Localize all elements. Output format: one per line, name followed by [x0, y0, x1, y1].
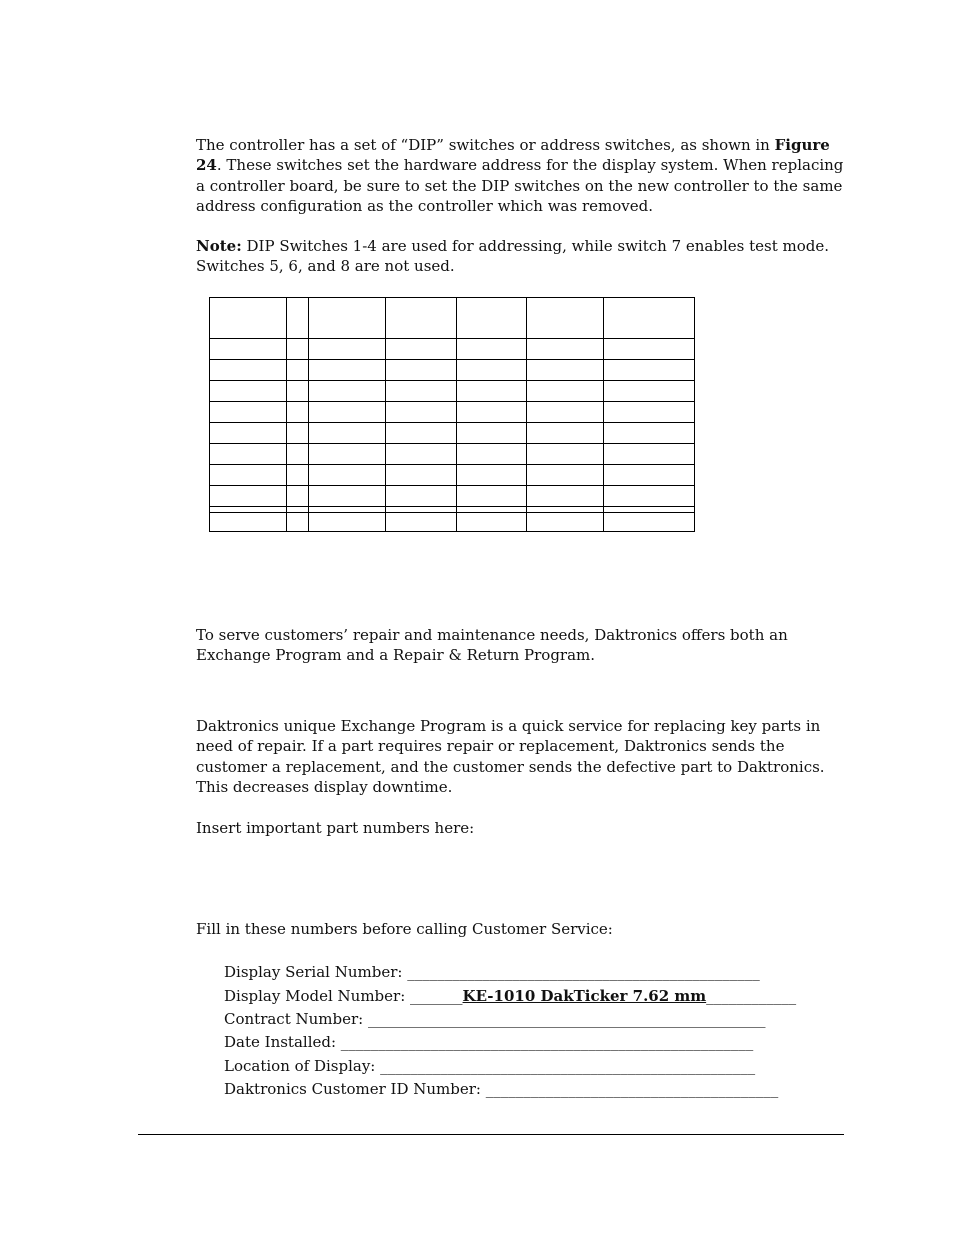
table-cell: [386, 513, 457, 532]
table-cell: [210, 423, 287, 444]
table-cell: [527, 360, 604, 381]
model-number-field: [224, 986, 796, 1006]
table-cell: [309, 465, 386, 486]
part-numbers-prompt: Insert important part numbers here:: [196, 819, 475, 837]
serial-number-blank: _______________________________________________: [407, 963, 760, 981]
dip-switch-note: [196, 236, 846, 277]
table-cell: [210, 339, 287, 360]
table-cell: [210, 486, 287, 507]
customer-id-blank: _______________________________________: [485, 1080, 779, 1098]
table-cell: [210, 360, 287, 381]
table-cell: [527, 513, 604, 532]
table-cell: [309, 486, 386, 507]
table-cell: [527, 423, 604, 444]
table-cell: [527, 298, 604, 339]
table-cell: [386, 298, 457, 339]
note-label: Note:: [196, 237, 242, 255]
model-number-label: Display Model Number:: [224, 987, 411, 1005]
serial-number-label: Display Serial Number:: [224, 963, 408, 981]
table-cell: [210, 402, 287, 423]
date-installed-field: [224, 1032, 753, 1052]
figure-reference: Figure 24: [196, 136, 830, 175]
table-cell: [386, 339, 457, 360]
table-cell: [287, 402, 309, 423]
table-row: [210, 486, 695, 507]
table-cell: [604, 339, 695, 360]
table-cell: [386, 486, 457, 507]
table-cell: [210, 381, 287, 402]
table-cell: [527, 402, 604, 423]
table-row: [210, 402, 695, 423]
fill-in-prompt: Fill in these numbers before calling Customer Service:: [196, 920, 613, 938]
table-cell: [604, 381, 695, 402]
customer-id-field: [224, 1079, 778, 1099]
table-cell: [287, 339, 309, 360]
table-cell: [457, 465, 527, 486]
table-cell: [287, 444, 309, 465]
table-cell: [386, 402, 457, 423]
intro-text-after: . These switches set the hardware address for the display system. When replacing a controller board, be sure to set the DIP switches on the new controller to the same address configuration as the controller which was removed.: [196, 156, 844, 215]
table-row: [210, 423, 695, 444]
model-number-blank-before: _______: [410, 987, 463, 1005]
table-cell: [457, 486, 527, 507]
table-cell: [210, 444, 287, 465]
footer-rule: [138, 1134, 844, 1135]
table-cell: [527, 339, 604, 360]
table-cell: [210, 513, 287, 532]
table-cell: [210, 465, 287, 486]
table-cell: [457, 423, 527, 444]
table-cell: [604, 465, 695, 486]
table-row: [210, 513, 695, 532]
table-cell: [287, 465, 309, 486]
intro-text-before: The controller has a set of “DIP” switches or address switches, as shown in: [196, 136, 775, 154]
table-row: [210, 360, 695, 381]
table-cell: [309, 339, 386, 360]
contract-number-label: Contract Number:: [224, 1010, 368, 1028]
table-cell: [386, 444, 457, 465]
table-cell: [287, 423, 309, 444]
model-number-blank-after: ____________: [706, 987, 797, 1005]
table-cell: [604, 402, 695, 423]
table-cell: [457, 381, 527, 402]
table-cell: [287, 513, 309, 532]
table-cell: [210, 298, 287, 339]
table-cell: [309, 381, 386, 402]
serial-number-field: [224, 962, 760, 982]
table-cell: [527, 444, 604, 465]
service-intro-paragraph: To serve customers’ repair and maintenance needs, Daktronics offers both an Exchange Program and a Repair & Return Program.: [196, 626, 788, 665]
table-row: [210, 381, 695, 402]
table-cell: [309, 298, 386, 339]
date-installed-label: Date Installed:: [224, 1033, 341, 1051]
date-installed-blank: _______________________________________________________: [340, 1033, 754, 1051]
table-cell: [457, 513, 527, 532]
table-cell: [457, 360, 527, 381]
table-cell: [386, 423, 457, 444]
table-cell: [386, 360, 457, 381]
table-cell: [386, 381, 457, 402]
customer-id-label: Daktronics Customer ID Number:: [224, 1080, 486, 1098]
table-cell: [309, 444, 386, 465]
dip-switch-intro: [196, 135, 846, 216]
table-cell: [604, 513, 695, 532]
table-cell: [287, 486, 309, 507]
contract-number-blank: _____________________________________________________: [368, 1010, 766, 1028]
table-cell: [386, 465, 457, 486]
dip-switch-table: [209, 297, 695, 532]
table-row: [210, 298, 695, 339]
table-cell: [287, 381, 309, 402]
table-cell: [309, 513, 386, 532]
location-field: [224, 1056, 755, 1076]
table-cell: [527, 381, 604, 402]
table-cell: [457, 444, 527, 465]
table-cell: [604, 444, 695, 465]
table-cell: [604, 486, 695, 507]
table-cell: [527, 486, 604, 507]
note-text: DIP Switches 1-4 are used for addressing, while switch 7 enables test mode. Switches 5, 6, and 8 are not used.: [196, 237, 830, 276]
table-cell: [604, 423, 695, 444]
table-cell: [309, 360, 386, 381]
table-cell: [309, 402, 386, 423]
model-number-value: KE-1010 DakTicker 7.62 mm: [462, 987, 707, 1005]
table-cell: [604, 360, 695, 381]
table-cell: [604, 298, 695, 339]
table-cell: [287, 360, 309, 381]
contract-number-field: [224, 1009, 766, 1029]
table-cell: [309, 423, 386, 444]
table-cell: [457, 339, 527, 360]
table-row: [210, 465, 695, 486]
location-label: Location of Display:: [224, 1057, 381, 1075]
exchange-program-paragraph: Daktronics unique Exchange Program is a quick service for replacing key parts in need of repair. If a part requires repair or replacement, Daktronics sends the customer a replacement, and the customer sends the defective part to Daktronics. This decreases display downtime.: [196, 717, 825, 796]
table-cell: [287, 298, 309, 339]
table-cell: [457, 298, 527, 339]
table-cell: [527, 465, 604, 486]
table-cell: [457, 402, 527, 423]
location-blank: __________________________________________________: [380, 1057, 756, 1075]
table-row: [210, 339, 695, 360]
table-row: [210, 444, 695, 465]
